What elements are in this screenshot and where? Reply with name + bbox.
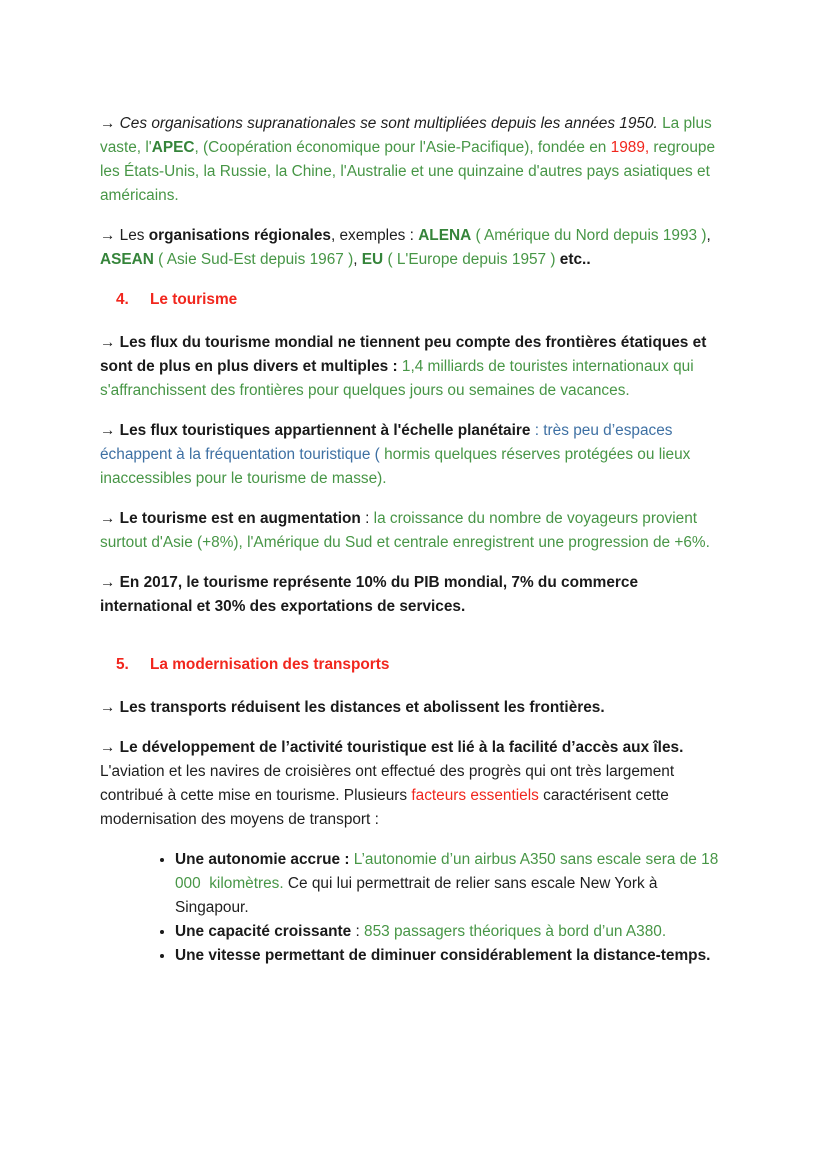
text-span: → xyxy=(100,115,120,132)
text-span: hormis quelques réserves protégées ou lieux inaccessibles pour le tourisme de masse xyxy=(100,446,691,487)
text-span: ( Amérique du Nord depuis 1993 ) xyxy=(471,227,707,244)
text-span: Une capacité croissante xyxy=(175,923,352,940)
text-span: la croissance du nombre de voyageurs provient surtout d'Asie (+8%), l'Amérique du Sud et centrale enregistrent une progression de +6%. xyxy=(100,510,710,551)
text-span: , xyxy=(353,251,362,268)
text-span: → xyxy=(100,699,120,716)
text-span: Les flux touristiques appartiennent à l'échelle planétaire xyxy=(119,422,531,439)
text-span: : très peu d’espaces échappent à la fréquentation touristique ( xyxy=(100,422,673,463)
text-span: → xyxy=(100,739,120,756)
text-span: 853 passagers théoriques à bord d’un A380. xyxy=(364,923,667,940)
text-span: → xyxy=(100,510,120,527)
text-span: Les flux du tourisme mondial ne tiennent peu compte des frontières étatiques et sont de plus en plus divers et multiples : xyxy=(100,334,707,375)
document-content xyxy=(100,112,730,984)
text-span: : xyxy=(351,923,365,940)
text-span: , xyxy=(706,227,711,244)
text-span: ASEAN xyxy=(100,251,154,268)
text-span: EU xyxy=(361,251,384,268)
list-item xyxy=(175,848,730,920)
paragraph xyxy=(100,736,730,832)
text-span: → xyxy=(100,574,120,591)
paragraph xyxy=(100,112,730,208)
text-span: Ce qui lui permettrait de relier sans escale New York à Singapour. xyxy=(175,875,658,916)
text-span: → Les xyxy=(100,227,149,244)
section-heading xyxy=(100,653,730,677)
text-span: ). xyxy=(377,470,387,487)
text-span: organisations régionales xyxy=(148,227,331,244)
text-span: : xyxy=(360,510,374,527)
text-span: → xyxy=(100,334,120,351)
text-span: Une vitesse permettant de diminuer considérablement la distance-temps. xyxy=(175,947,711,964)
section-heading xyxy=(100,288,730,312)
text-span: regroupe les États-Unis, la Russie, la Chine, l'Australie et une quinzaine d'autres pays asiatiques et américains. xyxy=(100,139,716,204)
text-span: L’autonomie d’un airbus A350 sans escale sera de 18 000 kilomètres. xyxy=(175,851,719,892)
text-span: Les transports réduisent les distances et abolissent les frontières. xyxy=(119,699,605,716)
text-span: 1,4 milliards de touristes internationaux qui s'affranchissent des frontières pour quelques jours ou semaines de vacances. xyxy=(100,358,694,399)
paragraph xyxy=(100,571,730,619)
heading-title: La modernisation des transports xyxy=(150,656,390,673)
text-span: etc.. xyxy=(559,251,591,268)
paragraph xyxy=(100,224,730,272)
paragraph xyxy=(100,419,730,491)
bullet-list xyxy=(100,848,730,968)
text-span: caractérisent cette modernisation des moyens de transport : xyxy=(100,787,669,828)
text-span: facteurs essentiels xyxy=(411,787,539,804)
text-span: ( L'Europe depuis 1957 ) xyxy=(383,251,560,268)
text-span: En 2017, le tourisme représente 10% du PIB mondial, 7% du commerce international et 30% des exportations de services. xyxy=(100,574,639,615)
list-item xyxy=(175,920,730,944)
paragraph xyxy=(100,696,730,720)
heading-number: 5. xyxy=(116,656,129,673)
list-item xyxy=(175,944,730,968)
text-span: L'aviation et les navires de croisières ont effectué des progrès qui ont très largement contribué à cette mise en tourisme. Plusieurs xyxy=(100,763,675,804)
text-span: , (Coopération économique pour l'Asie-Pacifique), fondée en xyxy=(194,139,611,156)
text-span: Le développement de l’activité touristique est lié à la facilité d’accès aux îles. xyxy=(119,739,684,756)
heading-number: 4. xyxy=(116,291,129,308)
text-span: La plus vaste, l' xyxy=(100,115,712,156)
text-span: ( Asie Sud-Est depuis 1967 ) xyxy=(153,251,354,268)
text-span: ALENA xyxy=(418,227,472,244)
heading-title: Le tourisme xyxy=(150,291,238,308)
paragraph xyxy=(100,507,730,555)
text-span: Une autonomie accrue : xyxy=(175,851,354,868)
text-span: Le tourisme est en augmentation xyxy=(119,510,361,527)
text-span: 1989, xyxy=(610,139,650,156)
text-span: Ces organisations supranationales se sont multipliées depuis les années 1950. xyxy=(119,115,658,132)
text-span: APEC xyxy=(151,139,195,156)
paragraph xyxy=(100,331,730,403)
text-span: , exemples : xyxy=(330,227,419,244)
text-span: → xyxy=(100,422,120,439)
